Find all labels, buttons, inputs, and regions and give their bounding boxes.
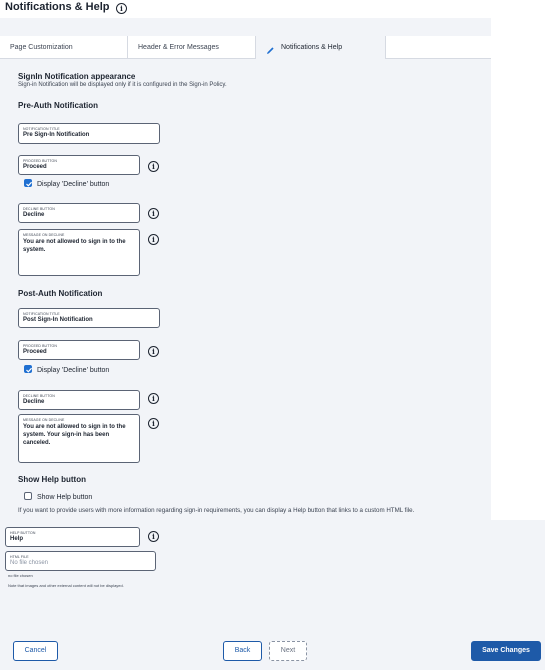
post-auth-message-field[interactable] (18, 414, 140, 463)
field-value: You are not allowed to sign in to the system. Your sign-in has been canceled. (23, 424, 126, 446)
help-button-field[interactable] (5, 527, 140, 547)
field-label: DECLINE BUTTON (23, 207, 55, 211)
next-button[interactable]: Next (269, 641, 307, 661)
cancel-button[interactable]: Cancel (13, 641, 58, 661)
signin-description: Sign-in Notification will be displayed only if it is configured in the Sign-in Policy. (18, 82, 227, 88)
tab-label: Header & Error Messages (138, 44, 219, 51)
tab-bar (0, 36, 491, 59)
field-label: PROCEED BUTTON (23, 344, 58, 348)
field-label: MESSAGE ON DECLINE (23, 233, 65, 237)
field-value: You are not allowed to sign in to the system. (23, 239, 126, 253)
file-status: no file chosen (8, 573, 33, 578)
tab-page-customization[interactable] (0, 36, 128, 59)
post-auth-title-field[interactable] (18, 308, 160, 328)
tab-label: Notifications & Help (281, 44, 343, 51)
field-label: HELP BUTTON (10, 531, 36, 535)
pre-auth-decline-field[interactable] (18, 203, 140, 223)
post-auth-proceed-field[interactable] (18, 340, 140, 360)
field-value: No file chosen (10, 560, 49, 566)
checkbox-label: Display 'Decline' button (37, 366, 110, 374)
field-label: NOTIFICATION TITLE (23, 312, 60, 316)
field-label: MESSAGE ON DECLINE (23, 418, 65, 422)
post-auth-heading: Post-Auth Notification (18, 289, 103, 298)
help-heading: Show Help button (18, 475, 86, 484)
post-auth-display-decline-checkbox[interactable] (24, 366, 109, 374)
field-value: Pre Sign-In Notification (23, 132, 90, 138)
field-value: Post Sign-In Notification (23, 317, 93, 323)
pre-auth-message-field[interactable] (18, 229, 140, 276)
info-icon[interactable]: i (148, 418, 159, 429)
pencil-icon (266, 42, 275, 51)
signin-heading: SignIn Notification appearance (18, 72, 136, 81)
tab-header-error-messages[interactable] (128, 36, 256, 59)
field-label: PROCEED BUTTON (23, 159, 58, 163)
info-icon[interactable]: i (148, 346, 159, 357)
info-icon[interactable]: i (148, 161, 159, 172)
field-value: Decline (23, 399, 45, 405)
checkbox-label: Show Help button (37, 493, 93, 501)
tab-label: Page Customization (10, 44, 73, 51)
pre-auth-proceed-field[interactable] (18, 155, 140, 175)
field-value: Help (10, 536, 24, 542)
pre-auth-display-decline-checkbox[interactable] (24, 180, 109, 188)
post-auth-decline-field[interactable] (18, 390, 140, 410)
html-file-field[interactable] (5, 551, 156, 571)
info-icon[interactable]: i (148, 393, 159, 404)
page-title: Notifications & Help (5, 1, 110, 13)
save-changes-button[interactable]: Save Changes (471, 641, 541, 661)
info-icon[interactable]: i (148, 208, 159, 219)
field-label: NOTIFICATION TITLE (23, 127, 60, 131)
pre-auth-heading: Pre-Auth Notification (18, 101, 98, 110)
info-icon[interactable]: i (148, 531, 159, 542)
check-icon[interactable] (24, 365, 32, 373)
tab-notifications-help[interactable] (256, 36, 386, 59)
file-note: Note that images and other external content will not be displayed. (8, 583, 124, 588)
field-label: DECLINE BUTTON (23, 394, 55, 398)
field-label: HTML FILE (10, 555, 29, 559)
show-help-checkbox[interactable] (24, 493, 92, 501)
field-value: Proceed (23, 349, 47, 355)
check-icon[interactable] (24, 179, 32, 187)
info-icon[interactable]: i (148, 234, 159, 245)
field-value: Decline (23, 212, 45, 218)
back-button[interactable]: Back (223, 641, 262, 661)
checkbox[interactable] (24, 492, 32, 500)
help-description: If you want to provide users with more information regarding sign-in requirements, you can display a Help button that links to a custom HTML file. (18, 507, 415, 514)
field-value: Proceed (23, 164, 47, 170)
pre-auth-title-field[interactable] (18, 123, 160, 144)
info-icon[interactable]: i (116, 3, 127, 14)
checkbox-label: Display 'Decline' button (37, 180, 110, 188)
